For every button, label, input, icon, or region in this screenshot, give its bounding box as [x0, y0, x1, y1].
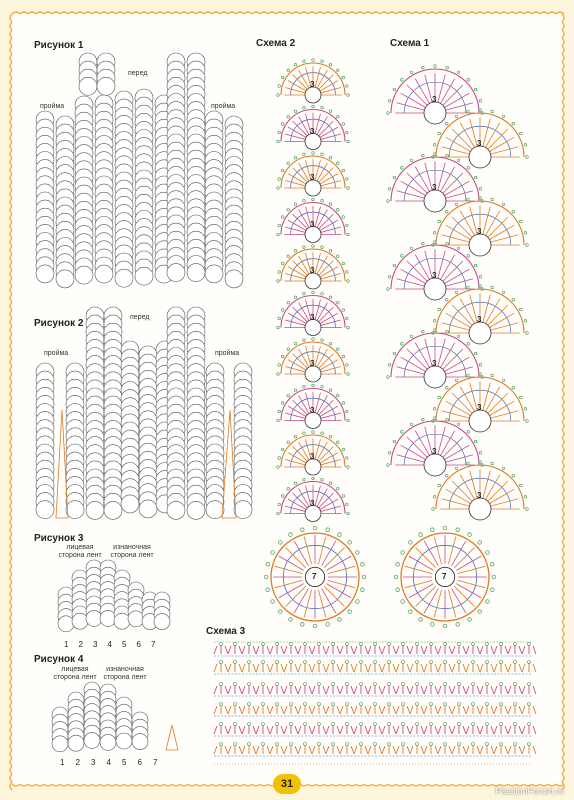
- motif-number: 3: [432, 359, 437, 368]
- fig1-armhole-right: пройма: [211, 103, 236, 110]
- motif-number: 3: [432, 95, 437, 104]
- motif-number: 3: [310, 452, 315, 461]
- page-number: 31: [273, 774, 301, 794]
- fig2-title: Рисунок 2: [34, 318, 84, 329]
- motif-number: 3: [310, 498, 315, 508]
- fig2-front-label: перед: [130, 314, 150, 321]
- motif-number: 3: [432, 183, 437, 192]
- row-number: 5: [122, 758, 127, 767]
- watermark: PassionForum.ru: [495, 786, 564, 796]
- scheme1-drawing: [387, 65, 529, 628]
- fig1-armhole-left: пройма: [40, 103, 65, 110]
- row-number: 7: [153, 758, 158, 767]
- row-number: 6: [136, 640, 141, 649]
- motif-number: 3: [310, 359, 315, 368]
- motif-number: 3: [310, 126, 315, 136]
- fig1-drawing: [36, 53, 243, 288]
- scheme3-drawing: [214, 642, 536, 764]
- fig4-wrong-side-label: изнаночная сторона лент: [103, 666, 147, 681]
- row-number: 6: [137, 758, 142, 767]
- fig3-right-side-label: лицевая сторона лент: [58, 544, 102, 559]
- scheme1-title: Схема 1: [390, 38, 430, 49]
- motif-number: 3: [432, 271, 437, 280]
- fig3-wrong-side-label: изнаночная сторона лент: [110, 544, 154, 559]
- row-number: 3: [93, 640, 98, 649]
- motif-number: 3: [310, 173, 315, 182]
- scheme3-title: Схема 3: [206, 626, 246, 637]
- fig1-front-label: перед: [128, 70, 148, 77]
- fig2-drawing: [36, 307, 252, 519]
- row-number: 3: [91, 758, 96, 767]
- scheme2-title: Схема 2: [256, 38, 296, 49]
- fig4-title: Рисунок 4: [34, 654, 84, 665]
- row-number: 4: [107, 640, 112, 649]
- motif-number: 3: [477, 315, 482, 324]
- fig2-armhole-left: пройма: [44, 350, 69, 357]
- fig3-drawing: [58, 560, 170, 632]
- fig2-armhole-right: пройма: [215, 350, 240, 357]
- motif-number: 7: [312, 572, 317, 581]
- motif-number: 3: [432, 447, 437, 456]
- row-number: 1: [60, 758, 65, 767]
- row-number: 4: [106, 758, 111, 767]
- row-number: 5: [122, 640, 127, 649]
- motif-number: 3: [477, 403, 482, 412]
- motif-number: 3: [310, 405, 315, 415]
- fig4-right-side-label: лицевая сторона лент: [53, 666, 97, 681]
- motif-number: 3: [477, 491, 482, 500]
- motif-number: 3: [310, 80, 315, 89]
- row-number: 2: [78, 640, 83, 649]
- motif-number: 3: [310, 266, 315, 275]
- motif-number: 3: [477, 227, 482, 236]
- fig3-title: Рисунок 3: [34, 533, 84, 544]
- motif-number: 7: [442, 572, 447, 581]
- fig4-drawing: [52, 682, 178, 752]
- fig4-gusset: [166, 725, 178, 750]
- motif-number: 3: [310, 219, 315, 229]
- row-number: 2: [75, 758, 80, 767]
- motif-number: 3: [477, 139, 482, 148]
- fig1-title: Рисунок 1: [34, 40, 84, 51]
- scheme2-drawing: [264, 59, 366, 628]
- motif-number: 3: [310, 312, 315, 322]
- row-number: 1: [64, 640, 69, 649]
- row-number: 7: [151, 640, 156, 649]
